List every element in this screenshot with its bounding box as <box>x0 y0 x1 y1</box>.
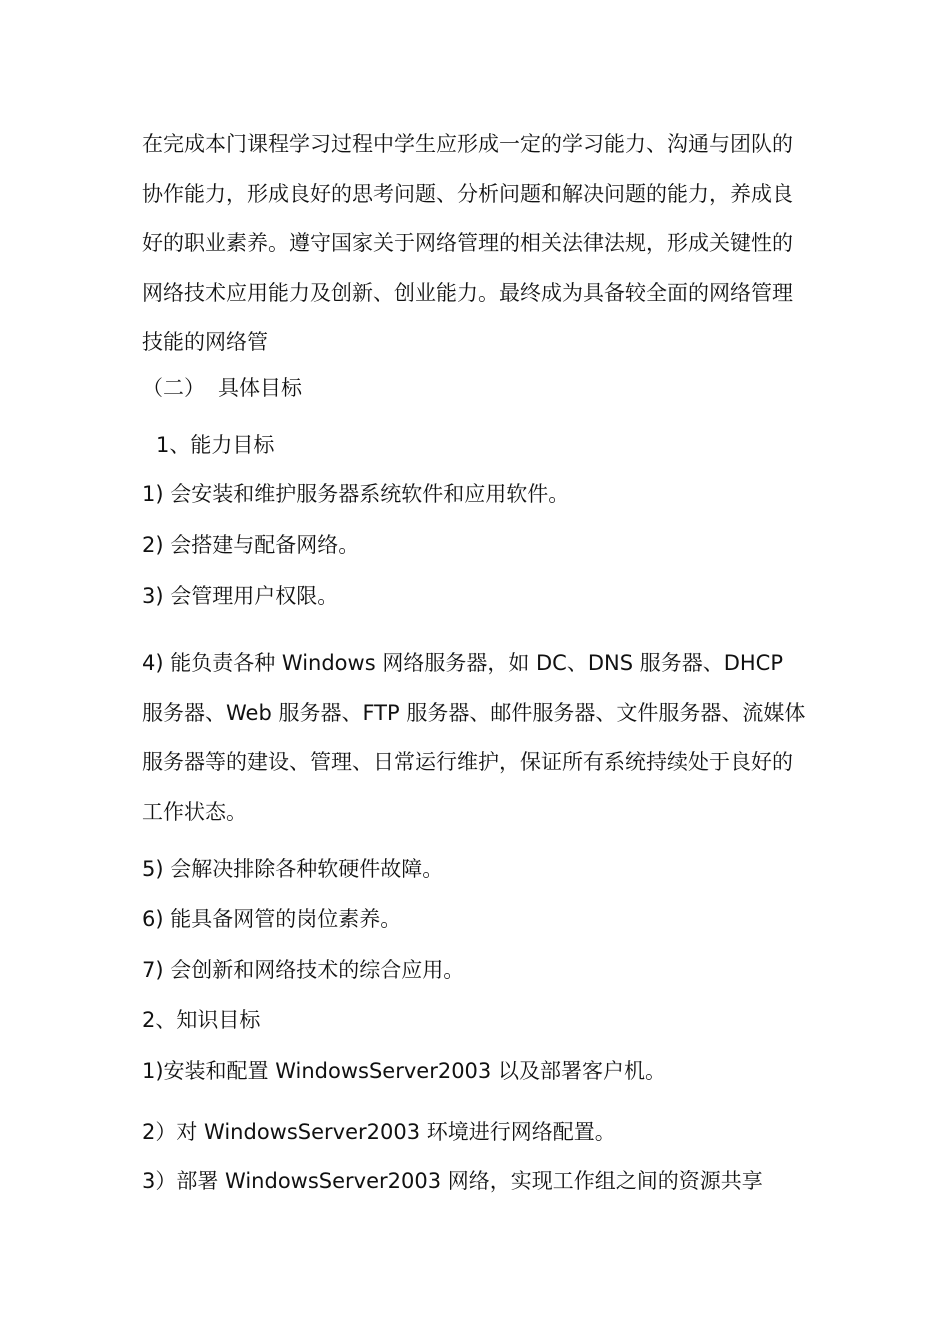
ability-item: 4) 能负责各种 Windows 网络服务器，如 DC、DNS 服务器、DHCP 服务器、Web 服务器、FTP 服务器、邮件服务器、文件服务器、流媒体服务器等的建设、管理、日常运行维护，保证所有系统持续处于良好的工作状态。 <box>142 651 806 824</box>
section-number: （二） <box>142 376 205 400</box>
knowledge-item: 1)安装和配置 WindowsServer2003 以及部署客户机。 <box>142 1059 666 1083</box>
ability-item: 3) 会管理用户权限。 <box>142 584 339 608</box>
ability-item: 2) 会搭建与配备网络。 <box>142 533 360 557</box>
intro-paragraph: 在完成本门课程学习过程中学生应形成一定的学习能力、沟通与团队的协作能力，形成良好的思考问题、分析问题和解决问题的能力，养成良好的职业素养。遵守国家关于网络管理的相关法律法规，形成关键性的网络技术应用能力及创新、创业能力。最终成为具备较全面的网络管理技能的网络管 <box>142 132 793 354</box>
section-title: 具体目标 <box>218 376 302 400</box>
knowledge-heading: 2、知识目标 <box>142 1008 261 1032</box>
knowledge-item: 2）对 WindowsServer2003 环境进行网络配置。 <box>142 1120 616 1144</box>
ability-item: 7) 会创新和网络技术的综合应用。 <box>142 958 465 982</box>
ability-item: 6) 能具备网管的岗位素养。 <box>142 907 402 931</box>
document-body <box>142 120 810 1193</box>
ability-item: 5) 会解决排除各种软硬件故障。 <box>142 857 444 881</box>
ability-heading: 1、能力目标 <box>156 433 275 457</box>
knowledge-item: 3）部署 WindowsServer2003 网络，实现工作组之间的资源共享 <box>142 1169 763 1193</box>
section-heading <box>142 373 302 403</box>
ability-item: 1) 会安装和维护服务器系统软件和应用软件。 <box>142 482 570 506</box>
